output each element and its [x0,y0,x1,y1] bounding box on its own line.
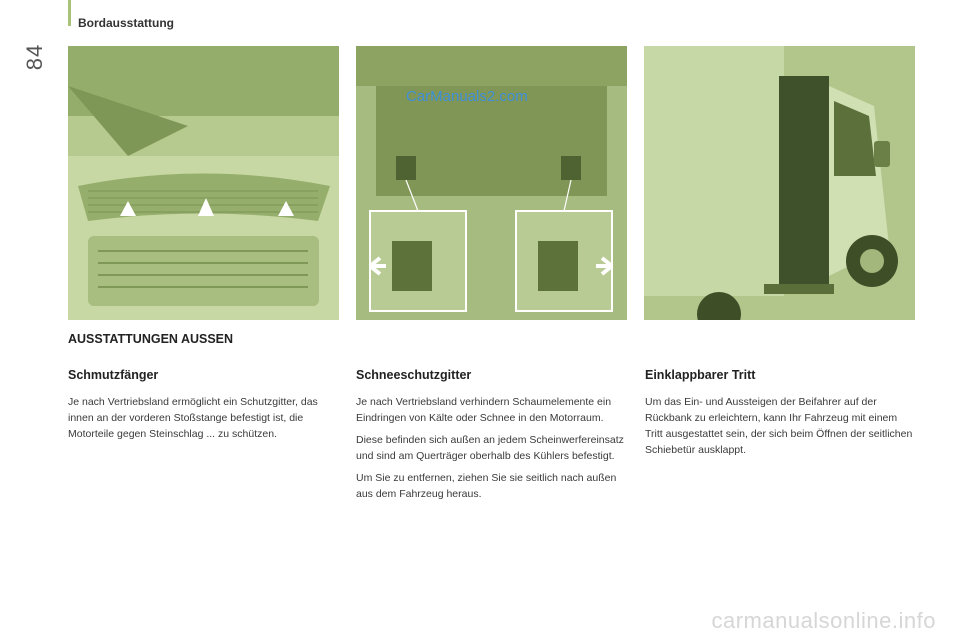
column-paragraph: Je nach Vertriebsland verhindern Schaumelemente ein Eindringen von Kälte oder Schnee in den Motorraum. [356,396,612,424]
accent-bar [68,0,71,26]
column-title: Einklappbarer Tritt [645,368,756,382]
column-paragraph: Diese befinden sich außen an jedem Scheinwerfereinsatz und sind am Querträger oberhalb des Kühlers befestigt. [356,434,624,462]
column-paragraph: Um Sie zu entfernen, ziehen Sie sie seitlich nach außen aus dem Fahrzeug heraus. [356,472,617,500]
column-schneeschutzgitter [356,368,628,508]
column-einklappbarer-tritt [645,368,917,464]
column-title: Schneeschutzgitter [356,368,472,382]
page-number: 84 [22,43,48,71]
footer-watermark: carmanualsonline.info [711,608,936,633]
side-step-illustration [644,46,915,320]
column-title: Schmutzfänger [68,368,159,382]
main-heading: AUSSTATTUNGEN AUSSEN [68,332,234,346]
photo-front-grille [68,46,339,320]
front-grille-illustration [68,46,339,320]
column-schmutzfaenger [68,368,340,448]
column-paragraph: Je nach Vertriebsland ermöglicht ein Schutzgitter, das innen an der vorderen Stoßstange befestigt ist, die Motorteile gegen Steinschlag ... zu schützen. [68,396,318,440]
photo-watermark: CarManuals2.com [406,88,528,105]
photo-side-step [644,46,915,320]
section-title: Bordausstattung [78,16,174,30]
photo-engine-bay [356,46,627,320]
column-paragraph: Um das Ein- und Aussteigen der Beifahrer auf der Rückbank zu erleichtern, kann Ihr Fahrzeug mit einem Tritt ausgestattet sein, der sich beim Öffnen der seitlichen Schiebetür ausklappt. [645,396,913,456]
